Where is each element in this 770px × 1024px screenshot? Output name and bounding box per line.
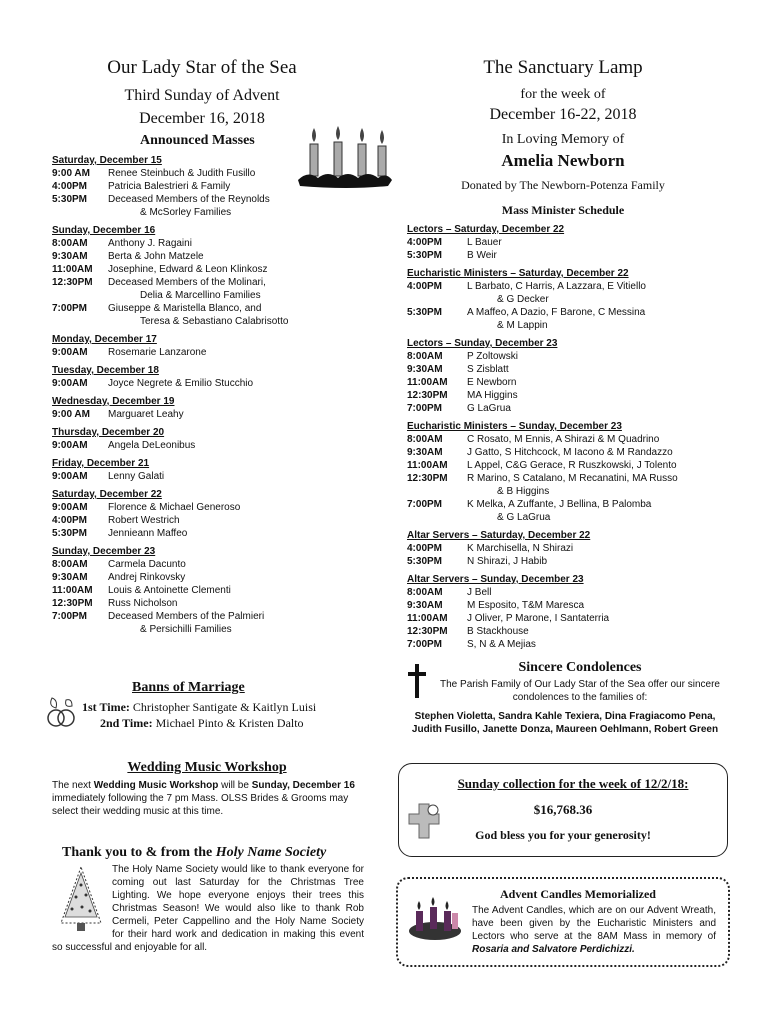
schedule-heading: Monday, December 17	[52, 334, 157, 345]
schedule-heading: Saturday, December 22	[52, 489, 162, 500]
schedule-names: Louis & Antoinette Clementi	[108, 585, 231, 596]
schedule-heading: Eucharistic Ministers – Sunday, December 23	[407, 421, 622, 432]
schedule-row	[52, 597, 352, 610]
schedule-time: 8:00AM	[52, 559, 88, 570]
schedule-time: 8:00AM	[407, 587, 443, 598]
schedule-row	[52, 276, 352, 289]
schedule-time: 11:00AM	[407, 613, 448, 624]
schedule-names: K Melka, A Zuffante, J Bellina, B Palomba	[467, 499, 652, 510]
christmas-tree-icon	[56, 865, 106, 933]
week-label: for the week of	[520, 87, 606, 102]
schedule-row	[52, 346, 352, 359]
holy-name-heading-a: Thank you to & from the	[62, 845, 216, 860]
offering-icon	[407, 802, 441, 840]
schedule-names: Berta & John Matzele	[108, 251, 204, 262]
schedule-row	[52, 377, 352, 390]
schedule-row	[407, 498, 719, 511]
schedule-time: 9:00AM	[52, 378, 88, 389]
wedding-workshop-text	[52, 779, 362, 818]
schedule-names-continued: & Persichilli Families	[140, 624, 232, 635]
banns-first-names: Christopher Santigate & Kaitlyn Luisi	[132, 700, 317, 714]
schedule-time: 12:30PM	[407, 390, 448, 401]
schedule-names-continued: & G Decker	[497, 294, 549, 305]
schedule-names: C Rosato, M Ennis, A Shirazi & M Quadrino	[467, 434, 660, 445]
schedule-time: 9:00AM	[52, 440, 88, 451]
schedule-time: 9:00 AM	[52, 168, 90, 179]
schedule-time: 11:00AM	[52, 264, 93, 275]
schedule-time: 7:00PM	[407, 403, 443, 414]
schedule-names: Robert Westrich	[108, 515, 180, 526]
schedule-row	[52, 408, 352, 421]
schedule-time: 5:30PM	[407, 250, 443, 261]
schedule-names: J Oliver, P Marone, I Santaterria	[467, 613, 610, 624]
memory-label: In Loving Memory of	[501, 132, 625, 147]
schedule-names-continued: & McSorley Families	[140, 207, 232, 218]
schedule-names: M Esposito, T&M Maresca	[467, 600, 585, 611]
schedule-time: 11:00AM	[52, 585, 93, 596]
schedule-names-continued: & B Higgins	[497, 486, 550, 497]
bulletin-date: December 16, 2018	[139, 110, 265, 127]
schedule-row	[52, 302, 352, 315]
schedule-time: 9:30AM	[407, 447, 443, 458]
advent-candles-body: The Advent Candles, which are on our Advent Wreath, have been given by the Eucharistic Ministers and Lectors who serve at the 8AM Mass in memory of	[472, 905, 716, 942]
schedule-names: Renee Steinbuch & Judith Fusillo	[108, 168, 256, 179]
schedule-row	[52, 527, 352, 540]
schedule-names: Anthony J. Ragaini	[108, 238, 192, 249]
schedule-row	[407, 638, 719, 651]
schedule-row	[52, 470, 352, 483]
schedule-heading: Tuesday, December 18	[52, 365, 159, 376]
schedule-time: 4:00PM	[407, 237, 443, 248]
schedule-row	[52, 193, 352, 206]
wedding-text-bold-1: Wedding Music Workshop	[93, 780, 219, 791]
schedule-row	[407, 402, 719, 415]
schedule-row	[52, 501, 352, 514]
schedule-row	[407, 376, 719, 389]
schedule-time: 9:30AM	[52, 572, 88, 583]
schedule-row	[407, 472, 719, 485]
schedule-names: B Weir	[467, 250, 497, 261]
wedding-text-3: immediately following the 7 pm Mass. OLSS Brides & Grooms may select their wedding music at this time.	[52, 793, 349, 817]
schedule-names: L Bauer	[467, 237, 502, 248]
schedule-names: G LaGrua	[467, 403, 511, 414]
schedule-row	[407, 236, 719, 249]
holy-name-heading	[52, 845, 364, 861]
schedule-time: 5:30PM	[52, 194, 88, 205]
schedule-time: 12:30PM	[407, 473, 448, 484]
mass-minister-heading: Mass Minister Schedule	[501, 203, 625, 217]
sanctuary-lamp-title: The Sanctuary Lamp	[483, 57, 643, 78]
collection-heading: Sunday collection for the week of 12/2/18:	[457, 776, 689, 791]
schedule-names: Rosemarie Lanzarone	[108, 347, 207, 358]
schedule-names: S Zisblatt	[467, 364, 509, 375]
schedule-heading: Sunday, December 16	[52, 225, 156, 236]
schedule-row	[407, 555, 719, 568]
schedule-names: Deceased Members of the Palmieri	[108, 611, 265, 622]
schedule-names: E Newborn	[467, 377, 517, 388]
banns-second	[52, 716, 352, 731]
advent-candles-text	[472, 904, 716, 956]
schedule-heading: Eucharistic Ministers – Saturday, December 22	[407, 268, 629, 279]
schedule-time: 4:00PM	[52, 181, 88, 192]
donor-line: Donated by The Newborn-Potenza Family	[461, 178, 665, 192]
schedule-row	[407, 586, 719, 599]
wedding-text-bold-2: Sunday, December 16	[251, 780, 355, 791]
schedule-heading: Sunday, December 23	[52, 546, 156, 557]
sunday-name: Third Sunday of Advent	[124, 87, 280, 104]
schedule-time: 11:00AM	[407, 377, 448, 388]
holy-name-section	[52, 845, 364, 954]
wedding-workshop-section	[52, 760, 362, 818]
schedule-names-continued: & M Lappin	[497, 320, 548, 331]
wedding-text-1: The next	[52, 780, 94, 791]
schedule-time: 8:00AM	[52, 238, 88, 249]
schedule-names: P Zoltowski	[467, 351, 518, 362]
ministers-list	[407, 223, 719, 651]
advent-candles-icon	[296, 124, 394, 188]
wedding-workshop-heading: Wedding Music Workshop	[127, 760, 287, 775]
schedule-heading: Lectors – Sunday, December 23	[407, 338, 558, 349]
schedule-time: 4:00PM	[52, 515, 88, 526]
schedule-time: 7:00PM	[407, 499, 443, 510]
banns-first	[52, 700, 352, 715]
condolences-text: The Parish Family of Our Lady Star of the Sea offer our sincere condolences to the families of:	[440, 679, 720, 703]
schedule-names-continued: & G LaGrua	[497, 512, 551, 523]
schedule-names: Marguaret Leahy	[108, 409, 184, 420]
advent-candles-box	[396, 877, 730, 967]
banns-second-names: Michael Pinto & Kristen Dalto	[155, 716, 304, 730]
schedule-time: 9:00AM	[52, 347, 88, 358]
schedule-time: 4:00PM	[407, 543, 443, 554]
schedule-names: Deceased Members of the Molinari,	[108, 277, 266, 288]
banns-section	[52, 680, 352, 731]
schedule-names: L Appel, C&G Gerace, R Ruszkowski, J Tolento	[467, 460, 677, 471]
schedule-names: Jennieann Maffeo	[108, 528, 188, 539]
schedule-row	[407, 625, 719, 638]
advent-candles-heading: Advent Candles Memorialized	[500, 887, 656, 901]
schedule-time: 12:30PM	[407, 626, 448, 637]
week-dates: December 16-22, 2018	[489, 106, 637, 123]
schedule-time: 5:30PM	[407, 307, 443, 318]
schedule-row	[407, 363, 719, 376]
collection-amount: $16,768.36	[533, 802, 593, 817]
banns-second-label: 2nd Time:	[100, 716, 153, 730]
schedule-row	[52, 610, 352, 623]
schedule-time: 9:00 AM	[52, 409, 90, 420]
holy-name-text: The Holy Name Society would like to thank everyone for coming out last Saturday for the Christmas Tree Lighting. We hope everyone enjoys their trees this Christmas Season! We would also like to thank Rob Cermeli, Peter Cappellino and the Holy Name Society for their hard work and dedication in making this event so successful and enjoyable for all.	[52, 864, 364, 953]
schedule-names: Deceased Members of the Reynolds	[108, 194, 270, 205]
schedule-row	[52, 514, 352, 527]
wedding-text-2: will be	[218, 780, 252, 791]
schedule-time: 9:00AM	[52, 502, 88, 513]
schedule-names: Giuseppe & Maristella Blanco, and	[108, 303, 262, 314]
schedule-row	[52, 439, 352, 452]
condolences-section	[400, 660, 730, 736]
schedule-row	[52, 263, 352, 276]
schedule-row	[407, 433, 719, 446]
schedule-time: 7:00PM	[52, 303, 88, 314]
collection-box	[398, 763, 728, 857]
schedule-names: Joyce Negrete & Emilio Stucchio	[108, 378, 254, 389]
schedule-heading: Friday, December 21	[52, 458, 150, 469]
schedule-names: K Marchisella, N Shirazi	[467, 543, 574, 554]
schedule-time: 5:30PM	[407, 556, 443, 567]
schedule-time: 12:30PM	[52, 598, 93, 609]
wedding-rings-icon	[44, 694, 80, 730]
schedule-row	[407, 389, 719, 402]
schedule-heading: Altar Servers – Sunday, December 23	[407, 574, 584, 585]
schedule-time: 12:30PM	[52, 277, 93, 288]
schedule-time: 9:30AM	[52, 251, 88, 262]
schedule-names: J Gatto, S Hitchcock, M Iacono & M Randazzo	[467, 447, 673, 458]
schedule-row	[407, 542, 719, 555]
schedule-heading: Thursday, December 20	[52, 427, 165, 438]
parish-title: Our Lady Star of the Sea	[107, 57, 297, 78]
schedule-time: 5:30PM	[52, 528, 88, 539]
right-column	[407, 56, 719, 651]
banns-first-label: 1st Time:	[82, 700, 130, 714]
schedule-time: 7:00PM	[407, 639, 443, 650]
schedule-row	[407, 446, 719, 459]
schedule-time: 9:30AM	[407, 364, 443, 375]
schedule-names: Angela DeLeonibus	[108, 440, 196, 451]
schedule-names: A Maffeo, A Dazio, F Barone, C Messina	[467, 307, 646, 318]
schedule-heading: Saturday, December 15	[52, 155, 162, 166]
schedule-row	[407, 249, 719, 262]
schedule-row	[407, 306, 719, 319]
banns-heading: Banns of Marriage	[132, 680, 245, 695]
announced-masses-heading: Announced Masses	[140, 133, 255, 148]
schedule-time: 9:30AM	[407, 600, 443, 611]
schedule-heading: Altar Servers – Saturday, December 22	[407, 530, 591, 541]
schedule-time: 8:00AM	[407, 434, 443, 445]
holy-name-heading-b: Holy Name Society	[215, 845, 327, 860]
schedule-names-continued: Delia & Marcellino Families	[140, 290, 261, 301]
schedule-names: Carmela Dacunto	[108, 559, 186, 570]
schedule-names: Russ Nicholson	[108, 598, 178, 609]
condolences-heading: Sincere Condolences	[518, 660, 642, 675]
schedule-row	[52, 571, 352, 584]
schedule-row	[407, 612, 719, 625]
condolences-names: Stephen Violetta, Sandra Kahle Texiera, Dina Fragiacomo Pena, Judith Fusillo, Janette Donza, Maureen Oehlmann, Robert Green	[411, 711, 719, 735]
schedule-names: Lenny Galati	[108, 471, 165, 482]
schedule-names: Florence & Michael Generoso	[108, 502, 241, 513]
schedule-names: L Barbato, C Harris, A Lazzara, E Vitiello	[467, 281, 646, 292]
schedule-row	[52, 237, 352, 250]
memory-name: Amelia Newborn	[501, 151, 625, 170]
schedule-row	[52, 250, 352, 263]
schedule-names: J Bell	[467, 587, 492, 598]
schedule-heading: Lectors – Saturday, December 22	[407, 224, 565, 235]
schedule-time: 9:00AM	[52, 471, 88, 482]
collection-thanks: God bless you for your generosity!	[475, 828, 651, 842]
schedule-row	[407, 350, 719, 363]
advent-wreath-icon	[406, 891, 464, 943]
schedule-time: 8:00AM	[407, 351, 443, 362]
schedule-time: 4:00PM	[407, 281, 443, 292]
schedule-names: N Shirazi, J Habib	[467, 556, 548, 567]
schedule-names: MA Higgins	[467, 390, 518, 401]
schedule-row	[52, 558, 352, 571]
schedule-row	[407, 280, 719, 293]
cross-icon	[406, 664, 428, 698]
advent-candles-memory: Rosaria and Salvatore Perdichizzi.	[472, 944, 635, 955]
schedule-names: S, N & A Mejias	[467, 639, 536, 650]
schedule-row	[407, 599, 719, 612]
schedule-names: B Stackhouse	[467, 626, 529, 637]
schedule-heading: Wednesday, December 19	[52, 396, 175, 407]
schedule-names: R Marino, S Catalano, M Recanatini, MA Russo	[467, 473, 678, 484]
schedule-names: Andrej Rinkovsky	[108, 572, 186, 583]
schedule-row	[52, 584, 352, 597]
schedule-time: 7:00PM	[52, 611, 88, 622]
schedule-time: 11:00AM	[407, 460, 448, 471]
schedule-names: Josephine, Edward & Leon Klinkosz	[108, 264, 268, 275]
schedule-names: Patricia Balestrieri & Family	[108, 181, 231, 192]
schedule-row	[407, 459, 719, 472]
masses-list	[52, 154, 352, 636]
schedule-names-continued: Teresa & Sebastiano Calabrisotto	[140, 316, 289, 327]
